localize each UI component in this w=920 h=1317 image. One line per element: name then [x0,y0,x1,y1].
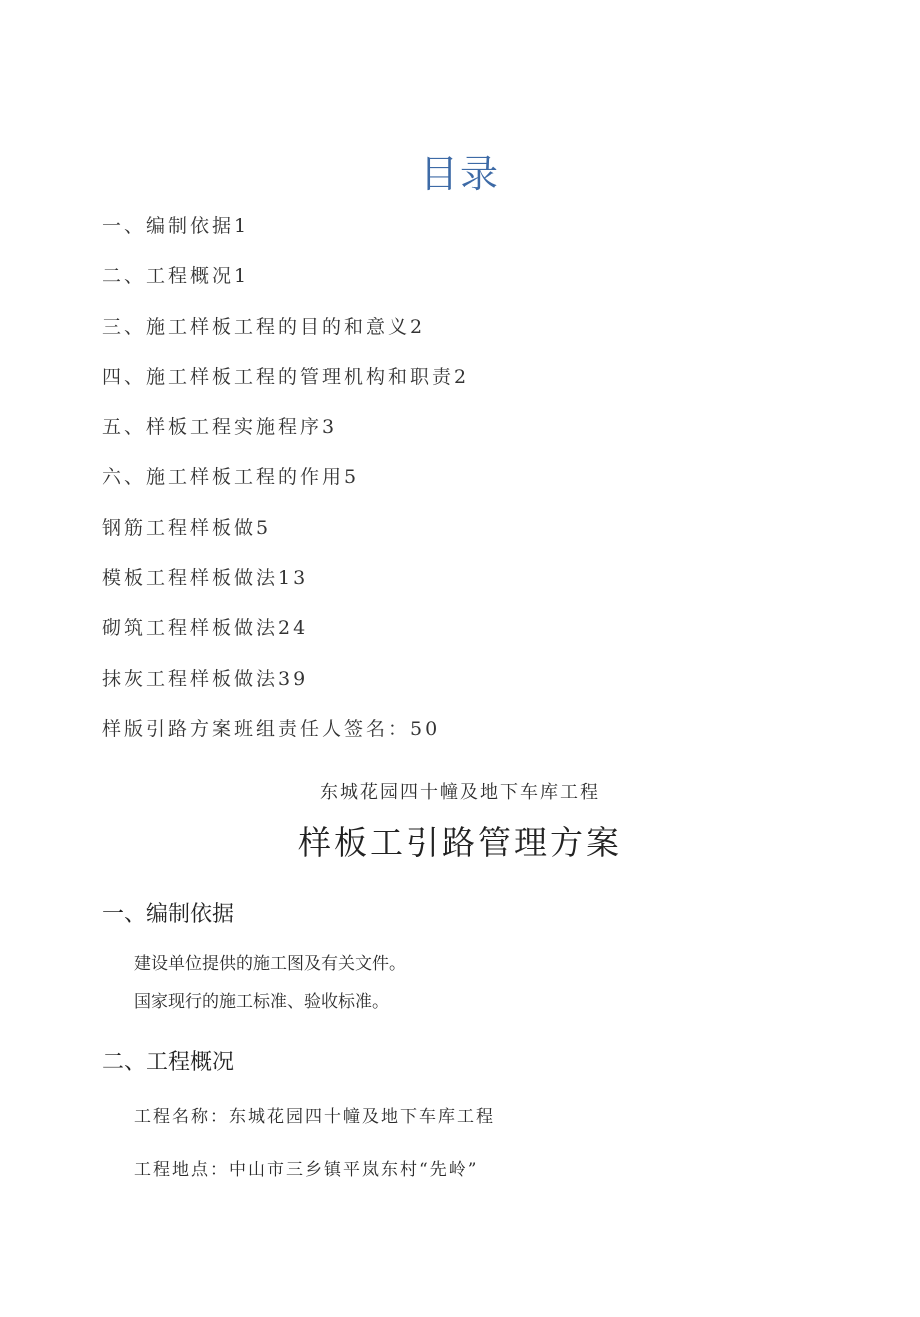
toc-item[interactable]: 四、施工样板工程的管理机构和职责2 [102,365,470,388]
toc-item[interactable]: 三、施工样板工程的目的和意义2 [102,315,426,338]
section-paragraph: 建设单位提供的施工图及有关文件。 [134,954,406,974]
document-subtitle: 东城花园四十幢及地下车库工程 [320,782,600,803]
toc-item[interactable]: 二、工程概况1 [102,265,250,288]
toc-item[interactable]: 模板工程样板做法13 [102,567,309,590]
section-paragraph: 国家现行的施工标准、验收标准。 [134,992,389,1012]
toc-item[interactable]: 一、编制依据1 [102,215,250,237]
document-title: 样板工引路管理方案 [298,823,622,862]
section-paragraph: 工程地点：中山市三乡镇平岚东村“先岭” [134,1160,479,1180]
section-heading-basis: 一、编制依据 [102,902,235,927]
toc-item[interactable]: 样版引路方案班组责任人签名：50 [102,717,441,740]
section-heading-overview: 二、工程概况 [102,1050,235,1075]
toc-item[interactable]: 钢筋工程样板做5 [102,516,272,539]
toc-item[interactable]: 抹灰工程样板做法39 [102,667,309,690]
toc-item[interactable]: 五、样板工程实施程序3 [102,416,338,439]
toc-list [102,211,469,764]
toc-item[interactable]: 砌筑工程样板做法24 [102,617,309,640]
section-paragraph: 工程名称：东城花园四十幢及地下车库工程 [134,1107,495,1127]
toc-title: 目录 [419,152,500,196]
toc-item[interactable]: 六、施工样板工程的作用5 [102,466,360,489]
